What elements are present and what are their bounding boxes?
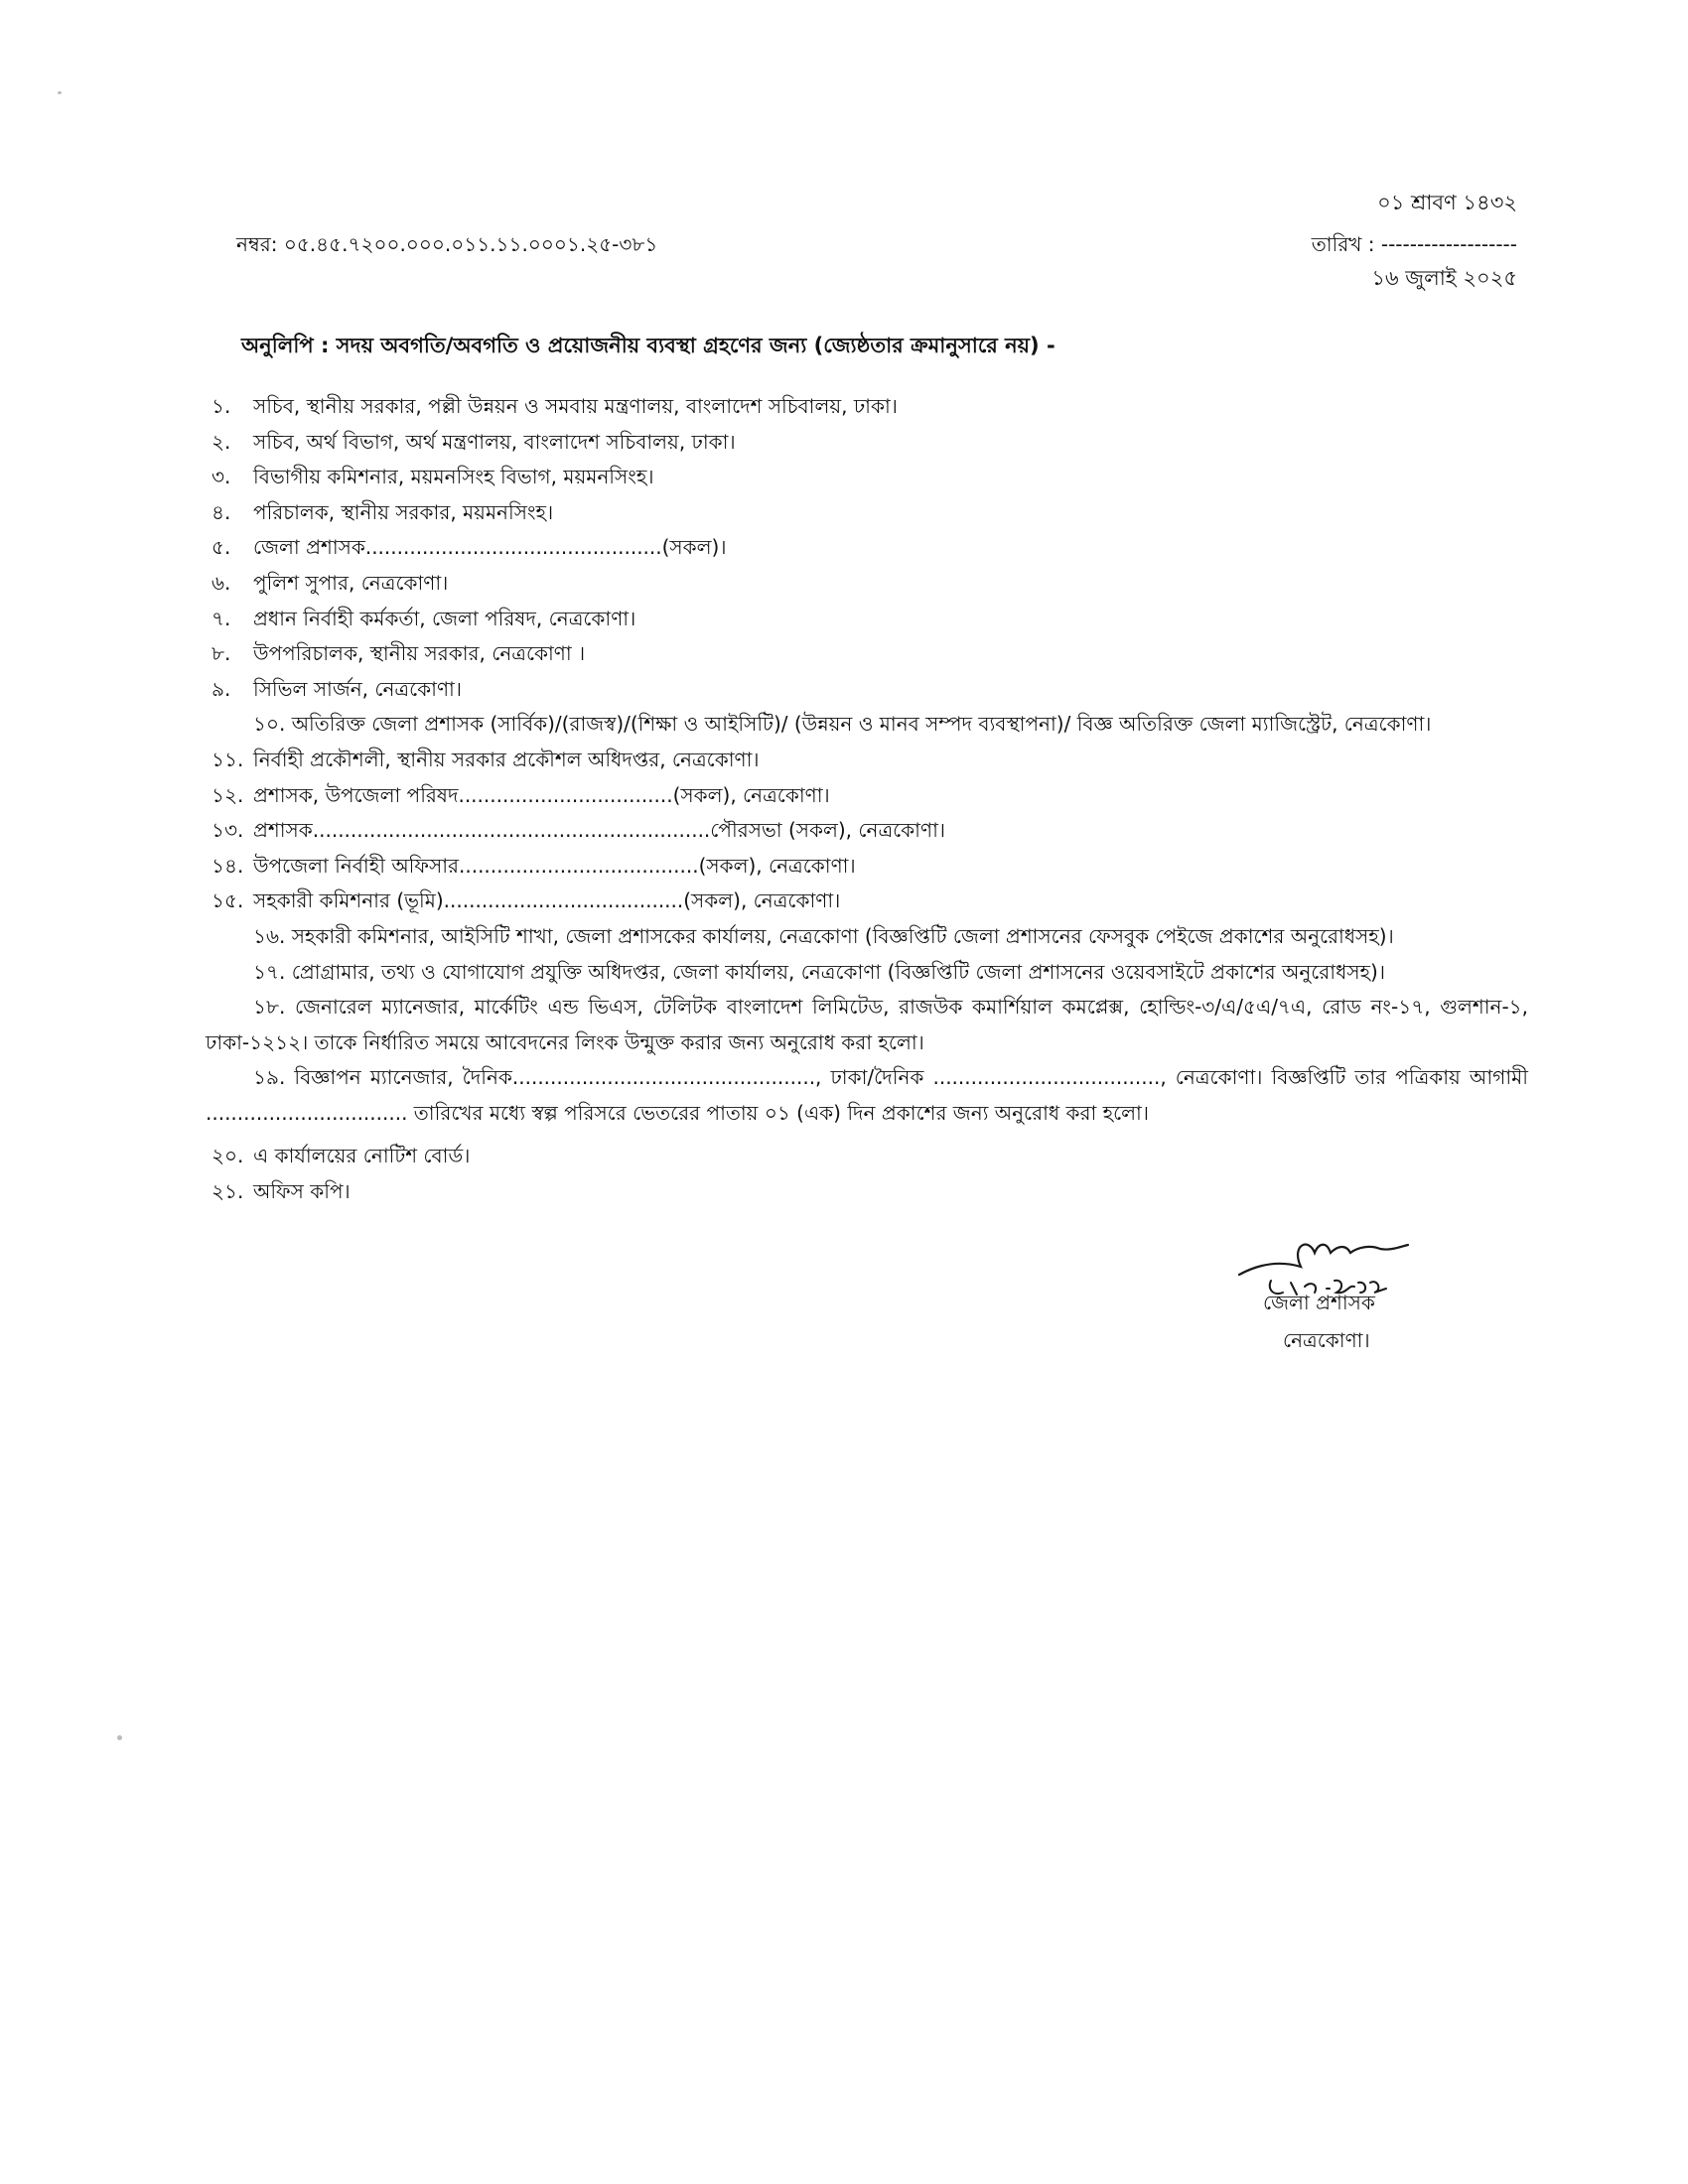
date-english: ১৬ জুলাই ২০২৫	[1371, 266, 1517, 290]
date-bangla: ০১ শ্রাবণ ১৪৩২	[1377, 191, 1517, 214]
signatory-office: নেত্রকোণা।	[1283, 1328, 1370, 1352]
date-label: তারিখ : -------------------	[1311, 232, 1517, 256]
list-item: ৬. পুলিশ সুপার, নেত্রকোণা।	[211, 570, 449, 595]
list-item: ৪. পরিচালক, স্থানীয় সরকার, ময়মনসিংহ।	[211, 499, 554, 524]
list-item: ১০. অতিরিক্ত জেলা প্রশাসক (সার্বিক)/(রাজস্ব)/(শিক্ষা ও আইসিটি)/ (উন্নয়ন ও মানব সম্পদ ব্যবস্থাপনা)/ বিজ্ঞ অতিরিক্ত জেলা ম্যাজিস্ট্রেট, নেত্রকোণা।	[253, 712, 1432, 737]
signatory-title: জেলা প্রশাসক	[1263, 1291, 1375, 1314]
list-item: ৩. বিভাগীয় কমিশনার, ময়মনসিংহ বিভাগ, ময়মনসিংহ।	[211, 465, 654, 489]
copy-heading: অনুলিপি : সদয় অবগতি/অবগতি ও প্রয়োজনীয় ব্যবস্থা গ্রহণের জন্য (জ্যেষ্ঠতার ক্রমানুসারে নয়) -	[241, 334, 1055, 357]
list-item: ৮. উপপরিচালক, স্থানীয় সরকার, নেত্রকোণা ।	[211, 641, 586, 666]
list-item: ১৪. উপজেলা নির্বাহী অফিসার......................................(সকল), নেত্রকোণা।	[211, 853, 856, 878]
list-item: ১৮. জেনারেল ম্যানেজার, মার্কেটিং এন্ড ভিএস, টেলিটক বাংলাদেশ লিমিটেড, রাজউক কমার্শিয়াল কমপ্লেক্স, হোল্ডিং-৩/এ/৫এ/৭এ, রোড নং-১৭, গুলশান-১, ঢাকা-১২১২। তাকে নির্ধারিত সময়ে আবেদনের লিংক উন্মুক্ত করার জন্য অনুরোধ করা হলো।	[206, 995, 1529, 1054]
list-item: ১৯. বিজ্ঞাপন ম্যানেজার, দৈনিক................................................, ঢাকা/দৈনিক ...................................., নেত্রকোণা। বিজ্ঞপ্তিটি তার পত্রিকায় আগামী ................................ তারিখের মধ্যে স্বল্প পরিসরে ভেতরের পাতায় ০১ (এক) দিন প্রকাশের জন্য অনুরোধ করা হলো।	[206, 1065, 1528, 1125]
list-item: ১৬. সহকারী কমিশনার, আইসিটি শাখা, জেলা প্রশাসকের কার্যালয়, নেত্রকোণা (বিজ্ঞপ্তিটি জেলা প্রশাসনের ফেসবুক পেইজে প্রকাশের অনুরোধসহ)।	[253, 923, 1394, 948]
list-item: ৯. সিভিল সার্জন, নেত্রকোণা।	[211, 676, 462, 701]
list-item: ২০. এ কার্যালয়ের নোটিশ বোর্ড।	[211, 1144, 471, 1168]
list-item: ১২. প্রশাসক, উপজেলা পরিষদ..................................(সকল), নেত্রকোণা।	[211, 782, 830, 807]
list-item: ২. সচিব, অর্থ বিভাগ, অর্থ মন্ত্রণালয়, বাংলাদেশ সচিবালয়, ঢাকা।	[211, 429, 736, 454]
distribution-list	[206, 389, 1528, 1210]
list-item: ৭. প্রধান নির্বাহী কর্মকর্তা, জেলা পরিষদ, নেত্রকোণা।	[211, 606, 636, 630]
scan-speck	[58, 91, 62, 94]
list-item: ১৫. সহকারী কমিশনার (ভূমি)......................................(সকল), নেত্রকোণা।	[211, 888, 841, 913]
list-item: ১১. নির্বাহী প্রকৌশলী, স্থানীয় সরকার প্রকৌশল অধিদপ্তর, নেত্রকোণা।	[211, 747, 760, 771]
list-item: ১৩. প্রশাসক...............................................................পৌরসভা (সকল), নেত্রকোণা।	[211, 818, 946, 843]
list-item: ৫. জেলা প্রশাসক...............................................(সকল)।	[211, 535, 727, 560]
list-item: ২১. অফিস কপি।	[211, 1179, 351, 1204]
list-item: ১৭. প্রোগ্রামার, তথ্য ও যোগাযোগ প্রযুক্তি অধিদপ্তর, জেলা কার্যালয়, নেত্রকোণা (বিজ্ঞপ্তিটি জেলা প্রশাসনের ওয়েবসাইটে প্রকাশের অনুরোধসহ)।	[253, 959, 1385, 984]
memo-number: নম্বর: ০৫.৪৫.৭২০০.০০০.০১১.১১.০০০১.২৫-৩৮১	[236, 232, 658, 256]
list-item: ১. সচিব, স্থানীয় সরকার, পল্লী উন্নয়ন ও সমবায় মন্ত্রণালয়, বাংলাদেশ সচিবালয়, ঢাকা।	[211, 394, 898, 418]
scan-speck	[117, 1735, 122, 1740]
